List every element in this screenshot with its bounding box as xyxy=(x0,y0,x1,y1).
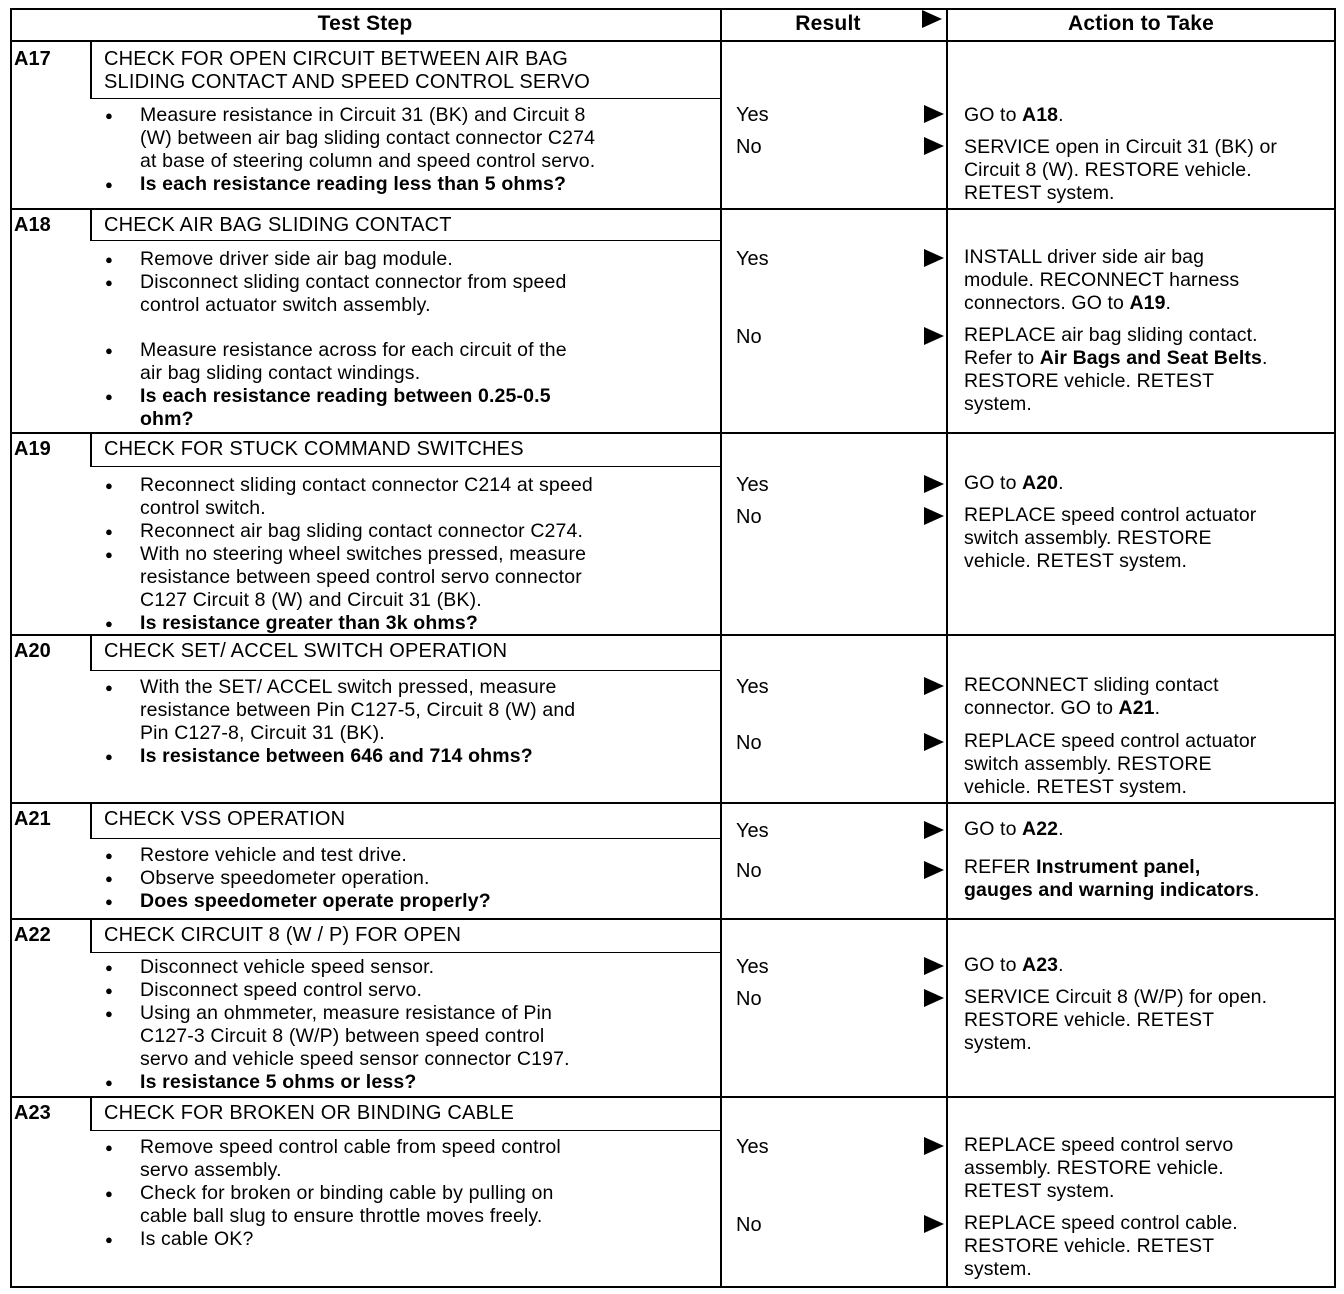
step-bullets xyxy=(104,104,704,196)
step-id: A23 xyxy=(14,1102,51,1124)
step-title: CHECK FOR BROKEN OR BINDING CABLE xyxy=(104,1102,514,1124)
left-border xyxy=(10,8,12,1286)
action-no: REPLACE speed control actuator switch assembly. RESTORE vehicle. RETEST system. xyxy=(964,504,1257,572)
result-no: No xyxy=(736,1214,762,1236)
arrow-right-icon xyxy=(924,327,944,345)
arrow-right-icon xyxy=(924,249,944,267)
arrow-right-icon xyxy=(924,137,944,155)
step-bullets xyxy=(104,1136,704,1251)
step-bullets xyxy=(104,676,704,768)
arrow-right-icon xyxy=(924,1215,944,1233)
title-divider xyxy=(90,98,722,99)
result-no: No xyxy=(736,506,762,528)
result-yes: Yes xyxy=(736,248,769,270)
step-id: A22 xyxy=(14,924,51,946)
step-question: ● Does speedometer operate properly? xyxy=(104,890,704,913)
step-id-divider xyxy=(90,634,92,670)
step-id-divider xyxy=(90,802,92,838)
step-instruction: ● With no steering wheel switches pressed, measure resistance between speed control servo connector C127 Circuit 8 (W) and Circuit 31 (BK). xyxy=(104,543,704,612)
step-title: CHECK FOR OPEN CIRCUIT BETWEEN AIR BAG SLIDING CONTACT AND SPEED CONTROL SERVO xyxy=(104,48,591,93)
action-yes: GO to A23. xyxy=(964,954,1064,976)
header-action: Action to Take xyxy=(1068,12,1214,35)
title-divider xyxy=(90,952,722,953)
action-yes: GO to A20. xyxy=(964,472,1064,494)
arrow-right-icon xyxy=(924,677,944,695)
header-test-step: Test Step xyxy=(317,12,413,35)
arrow-right-icon xyxy=(924,821,944,839)
step-instruction: ● Is cable OK? xyxy=(104,1228,704,1251)
header-bottom-border xyxy=(10,40,1336,42)
step-instruction: ● Measure resistance in Circuit 31 (BK) and Circuit 8 (W) between air bag sliding contact connector C274 at base of steering column and speed control servo. xyxy=(104,104,704,173)
step-instruction: ● Check for broken or binding cable by pulling on cable ball slug to ensure throttle moves freely. xyxy=(104,1182,704,1228)
title-divider xyxy=(90,838,722,839)
result-no: No xyxy=(736,860,762,882)
row-divider xyxy=(10,802,1336,804)
action-yes: REPLACE speed control servo assembly. RESTORE vehicle. RETEST system. xyxy=(964,1134,1234,1202)
action-no: REPLACE speed control actuator switch assembly. RESTORE vehicle. RETEST system. xyxy=(964,730,1257,798)
result-col-border xyxy=(720,8,722,1286)
row-divider xyxy=(10,634,1336,636)
result-no: No xyxy=(736,988,762,1010)
result-yes: Yes xyxy=(736,474,769,496)
step-id-divider xyxy=(90,208,92,240)
step-instruction: ● Disconnect speed control servo. xyxy=(104,979,704,1002)
step-question: ● Is resistance 5 ohms or less? xyxy=(104,1071,704,1094)
step-instruction: ● Measure resistance across for each circuit of the air bag sliding contact windings. xyxy=(104,339,704,385)
step-id-divider xyxy=(90,42,92,98)
step-question: ● Is each resistance reading between 0.25-0.5 ohm? xyxy=(104,385,704,431)
step-id-divider xyxy=(90,918,92,952)
arrow-right-icon xyxy=(924,507,944,525)
step-question: ● Is each resistance reading less than 5 ohms? xyxy=(104,173,704,196)
result-no: No xyxy=(736,326,762,348)
step-bullets xyxy=(104,956,704,1094)
result-no: No xyxy=(736,732,762,754)
step-id: A21 xyxy=(14,808,51,830)
step-bullets xyxy=(104,844,704,913)
step-instruction: ● Remove speed control cable from speed control servo assembly. xyxy=(104,1136,704,1182)
step-id: A19 xyxy=(14,438,51,460)
action-col-border xyxy=(946,8,948,1286)
step-instruction: ● Reconnect sliding contact connector C214 at speed control switch. xyxy=(104,474,704,520)
step-instruction: ● Observe speedometer operation. xyxy=(104,867,704,890)
step-title: CHECK VSS OPERATION xyxy=(104,808,346,830)
action-yes: RECONNECT sliding contact connector. GO to A21. xyxy=(964,674,1219,719)
arrow-right-icon xyxy=(924,733,944,751)
action-no: SERVICE Circuit 8 (W/P) for open. RESTORE vehicle. RETEST system. xyxy=(964,986,1268,1054)
step-question: ● Is resistance greater than 3k ohms? xyxy=(104,612,704,635)
action-yes: INSTALL driver side air bag module. RECONNECT harness connectors. GO to A19. xyxy=(964,246,1240,314)
step-title: CHECK AIR BAG SLIDING CONTACT xyxy=(104,214,452,236)
step-instruction: ● Disconnect vehicle speed sensor. xyxy=(104,956,704,979)
step-instruction: ● Reconnect air bag sliding contact connector C274. xyxy=(104,520,704,543)
title-divider xyxy=(90,1130,722,1131)
step-instruction: ● Using an ohmmeter, measure resistance of Pin C127-3 Circuit 8 (W/P) between speed control servo and vehicle speed sensor connector C197. xyxy=(104,1002,704,1071)
step-title: CHECK FOR STUCK COMMAND SWITCHES xyxy=(104,438,524,460)
arrow-right-icon xyxy=(924,957,944,975)
step-instruction: ● Remove driver side air bag module. xyxy=(104,248,704,271)
step-id: A20 xyxy=(14,640,51,662)
step-id: A18 xyxy=(14,214,51,236)
arrow-right-icon xyxy=(924,105,944,123)
step-instruction: ● Disconnect sliding contact connector from speed control actuator switch assembly. xyxy=(104,271,704,317)
row-divider xyxy=(10,1096,1336,1098)
result-yes: Yes xyxy=(736,676,769,698)
title-divider xyxy=(90,670,722,671)
action-no: SERVICE open in Circuit 31 (BK) or Circuit 8 (W). RESTORE vehicle. RETEST system. xyxy=(964,136,1278,204)
title-divider xyxy=(90,466,722,467)
action-no: REFER Instrument panel, gauges and warning indicators. xyxy=(964,856,1260,901)
result-yes: Yes xyxy=(736,1136,769,1158)
action-no: REPLACE air bag sliding contact. Refer to Air Bags and Seat Belts. RESTORE vehicle. RETEST system. xyxy=(964,324,1268,415)
arrow-right-icon xyxy=(924,989,944,1007)
result-yes: Yes xyxy=(736,820,769,842)
action-yes: GO to A22. xyxy=(964,818,1064,840)
row-divider xyxy=(10,432,1336,434)
step-id: A17 xyxy=(14,48,51,70)
step-instruction: ● Restore vehicle and test drive. xyxy=(104,844,704,867)
step-bullets xyxy=(104,474,704,635)
result-yes: Yes xyxy=(736,956,769,978)
step-instruction: ● With the SET/ ACCEL switch pressed, measure resistance between Pin C127-5, Circuit 8 (W) and Pin C127-8, Circuit 31 (BK). xyxy=(104,676,704,745)
table-bottom-border xyxy=(10,1286,1336,1288)
action-no: REPLACE speed control cable. RESTORE vehicle. RETEST system. xyxy=(964,1212,1238,1280)
step-title: CHECK SET/ ACCEL SWITCH OPERATION xyxy=(104,640,508,662)
row-divider xyxy=(10,208,1336,210)
row-divider xyxy=(10,918,1336,920)
arrow-right-icon xyxy=(924,1137,944,1155)
result-no: No xyxy=(736,136,762,158)
header-result: Result xyxy=(795,12,861,35)
header-arrow-icon xyxy=(922,10,942,28)
step-id-divider xyxy=(90,1096,92,1130)
step-title: CHECK CIRCUIT 8 (W / P) FOR OPEN xyxy=(104,924,462,946)
arrow-right-icon xyxy=(924,475,944,493)
title-divider xyxy=(90,240,722,241)
result-yes: Yes xyxy=(736,104,769,126)
action-yes: GO to A18. xyxy=(964,104,1064,126)
step-bullets xyxy=(104,248,704,431)
step-question: ● Is resistance between 646 and 714 ohms? xyxy=(104,745,704,768)
arrow-right-icon xyxy=(924,861,944,879)
step-id-divider xyxy=(90,432,92,466)
